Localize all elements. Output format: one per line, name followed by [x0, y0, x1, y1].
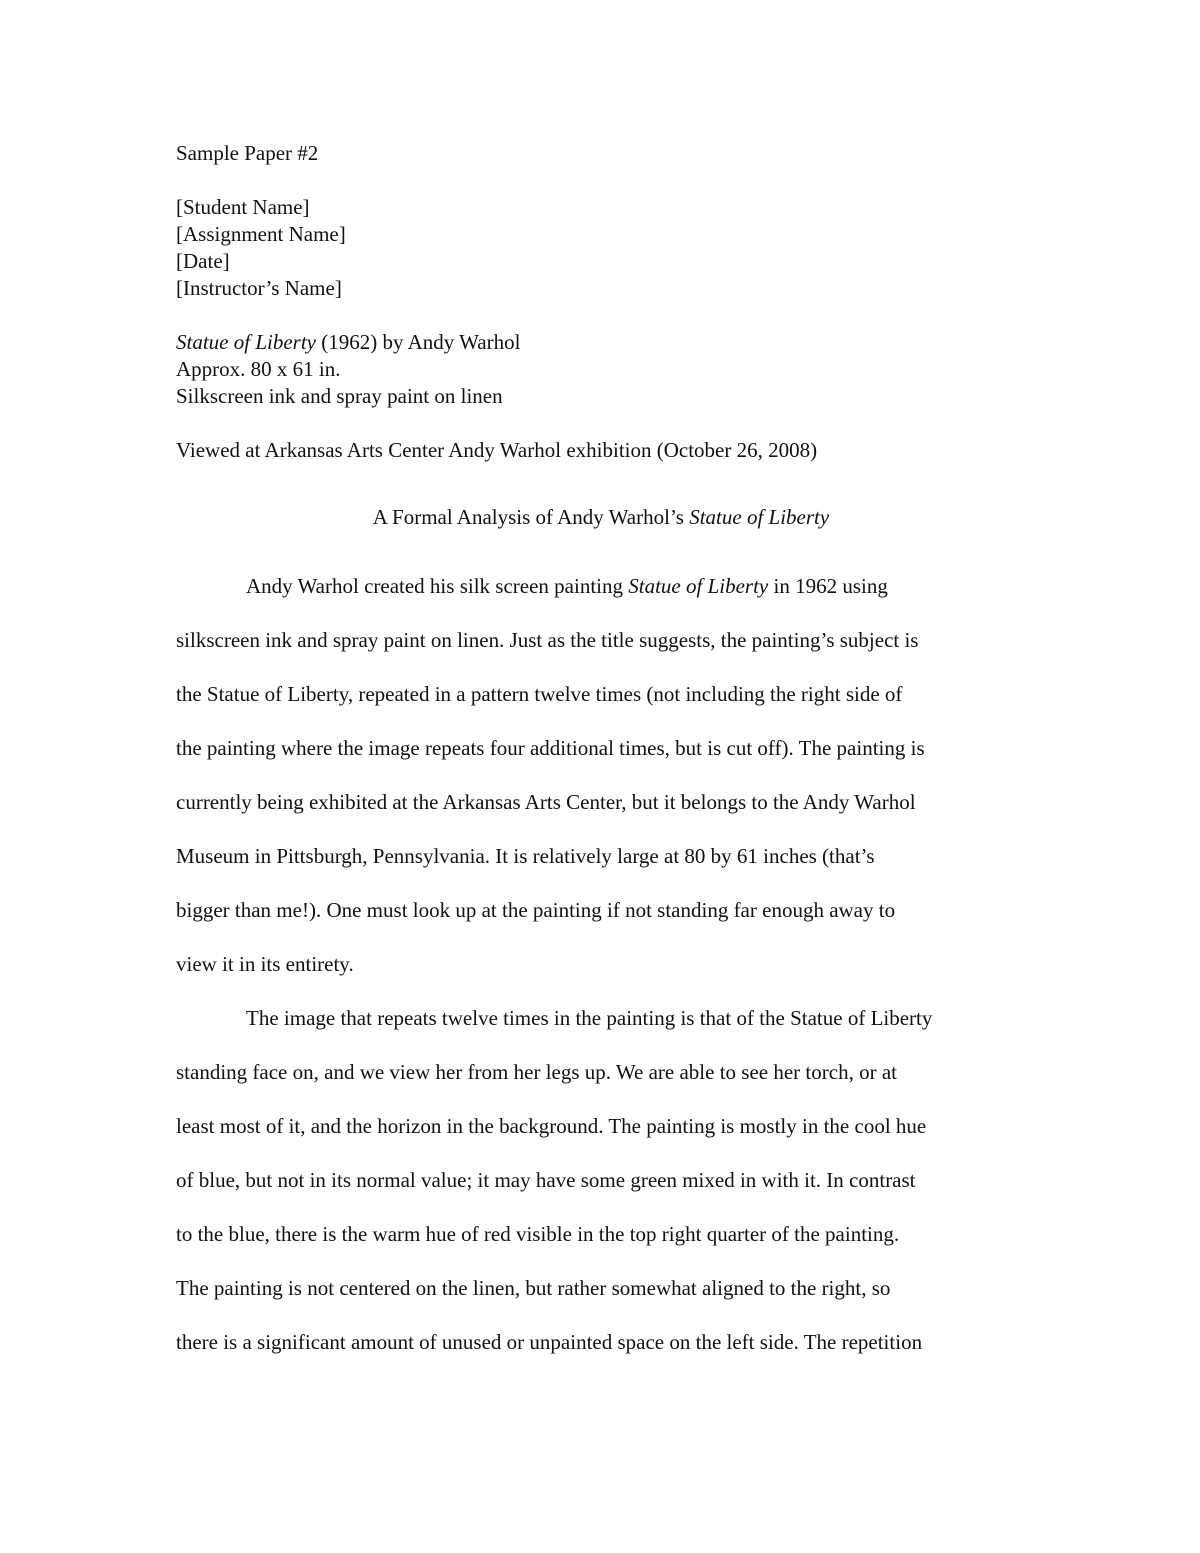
paragraph-text: in 1962 using — [768, 574, 888, 598]
student-name: [Student Name] — [176, 195, 310, 219]
artwork-title: Statue of Liberty — [176, 330, 316, 354]
sample-label: Sample Paper #2 — [176, 141, 319, 165]
paragraph-line: The image that repeats twelve times in the painting is that of the Statue of Liberty — [246, 1006, 933, 1030]
date: [Date] — [176, 249, 230, 273]
paragraph-line — [176, 559, 1026, 613]
artwork-info — [176, 329, 1026, 410]
artwork-dimensions: Approx. 80 x 61 in. — [176, 357, 341, 381]
paragraph-line: standing face on, and we view her from her legs up. We are able to see her torch, or at — [176, 1060, 897, 1084]
essay-title-work: Statue of Liberty — [689, 505, 830, 529]
paragraph-line: least most of it, and the horizon in the background. The painting is mostly in the cool hue — [176, 1114, 927, 1138]
document-page — [176, 140, 1026, 1369]
assignment-name: [Assignment Name] — [176, 222, 346, 246]
paragraph-line: The painting is not centered on the linen, but rather somewhat aligned to the right, so — [176, 1276, 891, 1300]
paragraph-work-title: Statue of Liberty — [628, 574, 769, 598]
artwork-title-line — [176, 329, 1026, 356]
header-block — [176, 140, 1026, 302]
paragraph-line: bigger than me!). One must look up at the painting if not standing far enough away to — [176, 898, 896, 922]
essay-body — [176, 559, 1026, 1369]
paragraph-text: Andy Warhol created his silk screen painting — [246, 574, 629, 598]
artwork-year-artist: (1962) by Andy Warhol — [316, 330, 521, 354]
paragraph-line: the Statue of Liberty, repeated in a pattern twelve times (not including the right side of — [176, 682, 903, 706]
paragraph-line: view it in its entirety. — [176, 952, 354, 976]
paragraph-line: the painting where the image repeats four additional times, but is cut off). The painting is — [176, 736, 925, 760]
essay-title — [176, 504, 1026, 531]
paragraph-line: of blue, but not in its normal value; it may have some green mixed in with it. In contrast — [176, 1168, 916, 1192]
paragraph-line: there is a significant amount of unused or unpainted space on the left side. The repetition — [176, 1330, 923, 1354]
viewing-info: Viewed at Arkansas Arts Center Andy Warhol exhibition (October 26, 2008) — [176, 438, 818, 462]
paragraph-2 — [176, 991, 1026, 1369]
paragraph-line: to the blue, there is the warm hue of red visible in the top right quarter of the painting. — [176, 1222, 900, 1246]
paragraph-1 — [176, 559, 1026, 991]
paragraph-line: silkscreen ink and spray paint on linen. Just as the title suggests, the painting’s subject is — [176, 628, 919, 652]
essay-title-prefix: A Formal Analysis of Andy Warhol’s — [372, 505, 690, 529]
paragraph-line: currently being exhibited at the Arkansas Arts Center, but it belongs to the Andy Warhol — [176, 790, 916, 814]
paragraph-line: Museum in Pittsburgh, Pennsylvania. It is relatively large at 80 by 61 inches (that’s — [176, 844, 875, 868]
artwork-medium: Silkscreen ink and spray paint on linen — [176, 384, 503, 408]
instructor-name: [Instructor’s Name] — [176, 276, 342, 300]
